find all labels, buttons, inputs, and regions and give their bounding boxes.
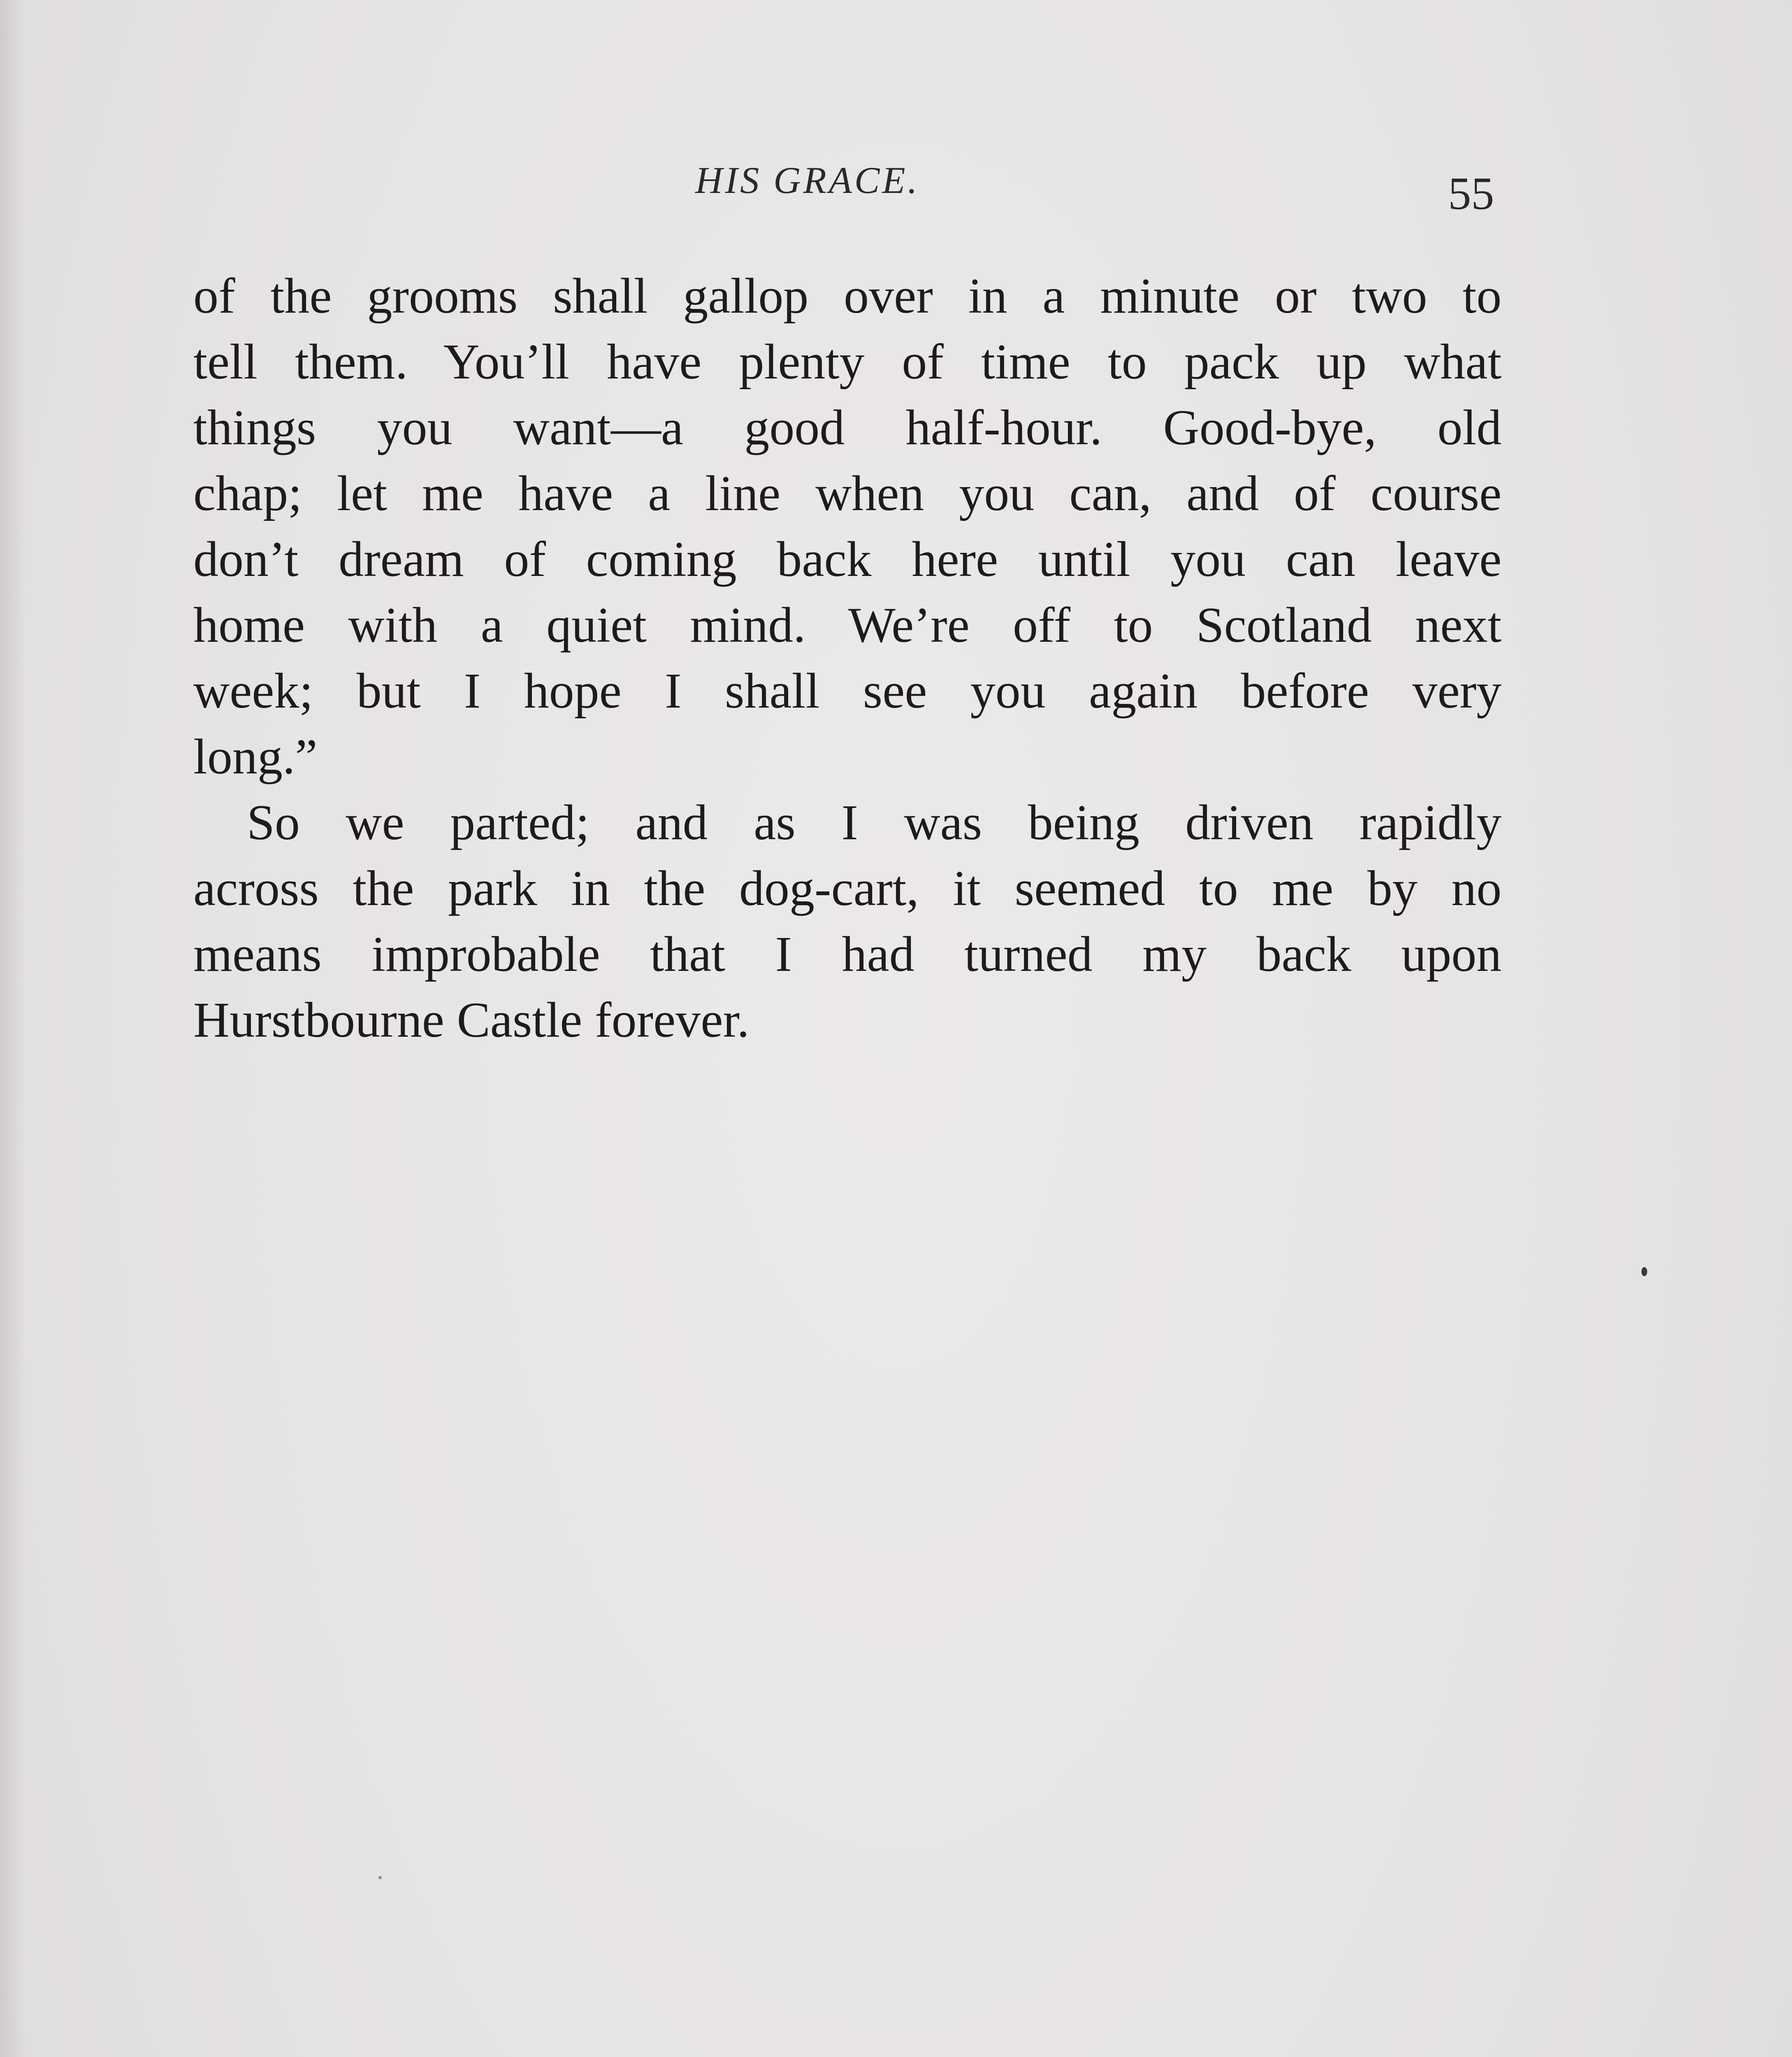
running-head <box>0 158 1792 219</box>
text-line: things you want—a good half-hour. Good-bye, old <box>193 400 1502 455</box>
text-line: don’t dream of coming back here until you can leave <box>193 532 1502 587</box>
paragraph-first-line: So we parted; and as I was being driven rapidly <box>247 795 1502 850</box>
text-line: tell them. You’ll have plenty of time to pack up what <box>193 334 1502 390</box>
running-title: HIS GRACE. <box>695 159 920 201</box>
page-number: 55 <box>1448 168 1494 219</box>
paper-speck <box>1641 1267 1647 1276</box>
text-line: of the grooms shall gallop over in a minute or two to <box>193 268 1502 324</box>
text-line: chap; let me have a line when you can, and of course <box>193 466 1502 521</box>
text-line: long.” <box>193 729 318 785</box>
text-line: home with a quiet mind. We’re off to Scotland next <box>193 597 1502 653</box>
text-line: week; but I hope I shall see you again before very <box>193 663 1502 719</box>
body-text <box>193 263 1502 1053</box>
text-line: Hurstbourne Castle forever. <box>193 992 750 1048</box>
text-line: means improbable that I had turned my back upon <box>193 926 1502 982</box>
text-line: across the park in the dog-cart, it seemed to me by no <box>193 861 1502 916</box>
page-edge-shadow <box>0 0 25 2057</box>
paper-speck <box>378 1876 382 1879</box>
